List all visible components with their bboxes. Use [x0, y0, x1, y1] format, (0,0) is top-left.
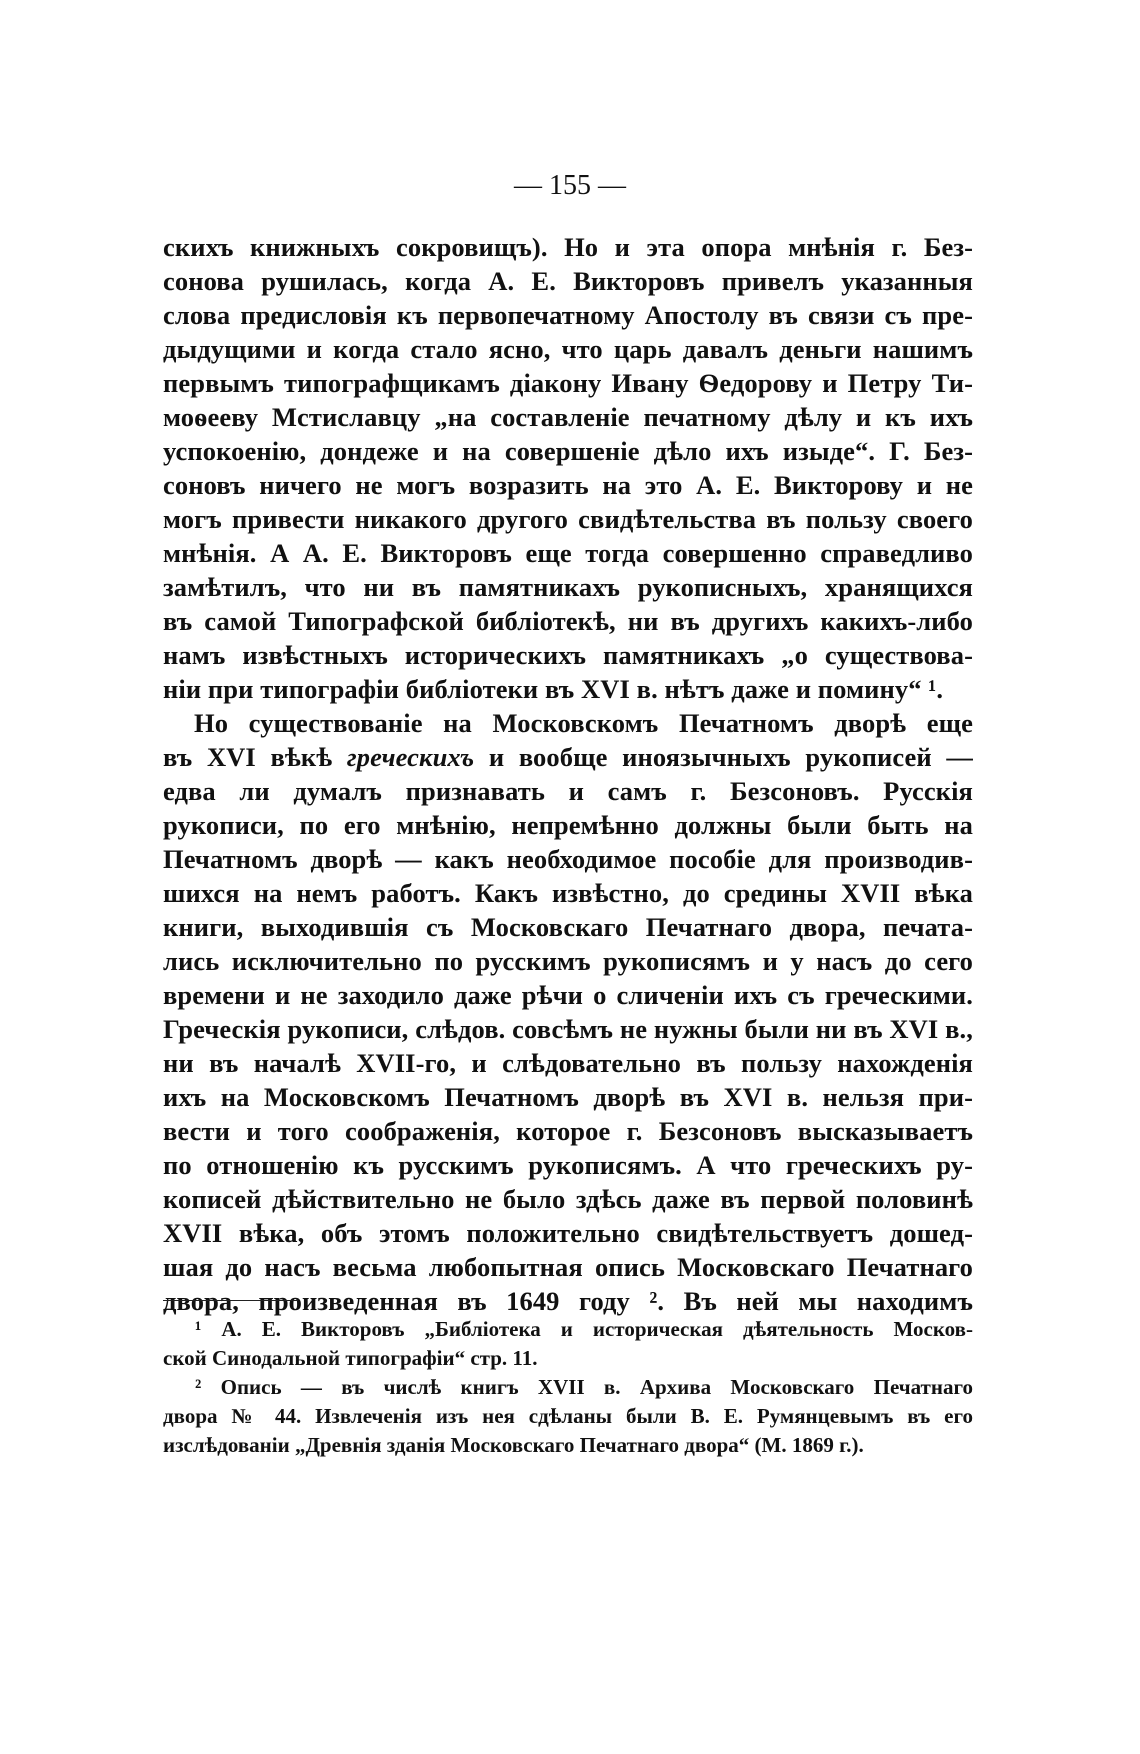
footnotes [163, 1315, 973, 1460]
text-line: мнѣнія. А А. Е. Викторовъ еще тогда совершенно справедливо [163, 538, 973, 568]
text-segment: и вообще иноязычныхъ рукописей — [474, 742, 973, 772]
text-line: рукописи, по его мнѣнію, непремѣнно должны были быть на [163, 810, 973, 840]
text-line: Греческія рукописи, слѣдов. совсѣмъ не нужны были ни въ XVI в., [163, 1014, 973, 1044]
text-line: ни въ началѣ XVII-го, и слѣдовательно въ пользу нахожденія [163, 1048, 973, 1078]
footnote-line: ской Синодальной типографіи“ стр. 11. [163, 1346, 538, 1370]
text-line: моѳееву Мстиславцу „на составленіе печатному дѣлу и къ ихъ [163, 402, 973, 432]
text-line: дыдущими и когда стало ясно, что царь давалъ деньги нашимъ [163, 334, 973, 364]
text-line: сонова рушилась, когда А. Е. Викторовъ привелъ указанныя [163, 266, 973, 296]
text-line: могъ привести никакого другого свидѣтельства въ пользу своего [163, 504, 973, 534]
text-line: успокоенію, дондеже и на совершеніе дѣло ихъ изыде“. Г. Без- [163, 436, 973, 466]
text-line: Печатномъ дворѣ — какъ необходимое пособіе для производив- [163, 844, 973, 874]
text-line: лись исключительно по русскимъ рукописямъ и у насъ до сего [163, 946, 973, 976]
text-line: шая до насъ весьма любопытная опись Московскаго Печатнаго [163, 1252, 973, 1282]
text-line: шихся на немъ работъ. Какъ извѣстно, до средины XVII вѣка [163, 878, 973, 908]
text-line: первымъ типографщикамъ діакону Ивану Ѳедорову и Петру Ти- [163, 368, 973, 398]
text-line: замѣтилъ, что ни въ памятникахъ рукописныхъ, хранящихся [163, 572, 973, 602]
footnote-line: ² Опись — въ числѣ книгъ XVII в. Архива Московскаго Печатнаго [195, 1375, 973, 1399]
text-line: намъ извѣстныхъ историческихъ памятникахъ „о существова- [163, 640, 973, 670]
text-line-with-italic [163, 740, 973, 774]
text-line: ніи при типографіи библіотеки въ XVI в. нѣтъ даже и помину“ ¹. [163, 674, 944, 704]
italic-word: греческихъ [346, 742, 475, 772]
text-segment: въ XVI вѣкѣ [163, 742, 347, 772]
text-line: слова предисловія къ первопечатному Апостолу въ связи съ пре- [163, 300, 973, 330]
page-number: — 155 — [514, 170, 626, 201]
text-line: едва ли думалъ признавать и самъ г. Безсоновъ. Русскія [163, 776, 973, 806]
text-line: по отношенію къ русскимъ рукописямъ. А что греческихъ ру- [163, 1150, 973, 1180]
footnote-divider [163, 1300, 298, 1301]
text-line: вести и того соображенія, которое г. Безсоновъ высказываетъ [163, 1116, 973, 1146]
text-line: ихъ на Московскомъ Печатномъ дворѣ въ XVI в. нельзя при- [163, 1082, 973, 1112]
footnote-line: двора № 44. Извлеченія изъ нея сдѣланы были В. Е. Румянцевымъ въ его [163, 1404, 973, 1428]
text-line: соновъ ничего не могъ возразить на это А. Е. Викторову и не [163, 470, 973, 500]
text-line: книги, выходившія съ Московскаго Печатнаго двора, печата- [163, 912, 973, 942]
text-line: XVII вѣка, объ этомъ положительно свидѣтельствуетъ дошед- [163, 1218, 973, 1248]
text-line: времени и не заходило даже рѣчи о сличеніи ихъ съ греческими. [163, 980, 973, 1010]
main-text [163, 230, 973, 1318]
footnote-line: ¹ А. Е. Викторовъ „Библіотека и историческая дѣятельность Москов- [195, 1317, 973, 1341]
text-line: кописей дѣйствительно не было здѣсь даже въ первой половинѣ [163, 1184, 973, 1214]
text-line: скихъ книжныхъ сокровищъ). Но и эта опора мнѣнія г. Без- [163, 232, 973, 262]
text-line: въ самой Типографской библіотекѣ, ни въ другихъ какихъ-либо [163, 606, 973, 636]
footnote-line: изслѣдованіи „Древнія зданія Московскаго Печатнаго двора“ (М. 1869 г.). [163, 1433, 864, 1457]
text-line: Но существованіе на Московскомъ Печатномъ дворѣ еще [194, 708, 973, 738]
text-line: двора, произведенная въ 1649 году ². Въ ней мы находимъ [163, 1286, 973, 1316]
